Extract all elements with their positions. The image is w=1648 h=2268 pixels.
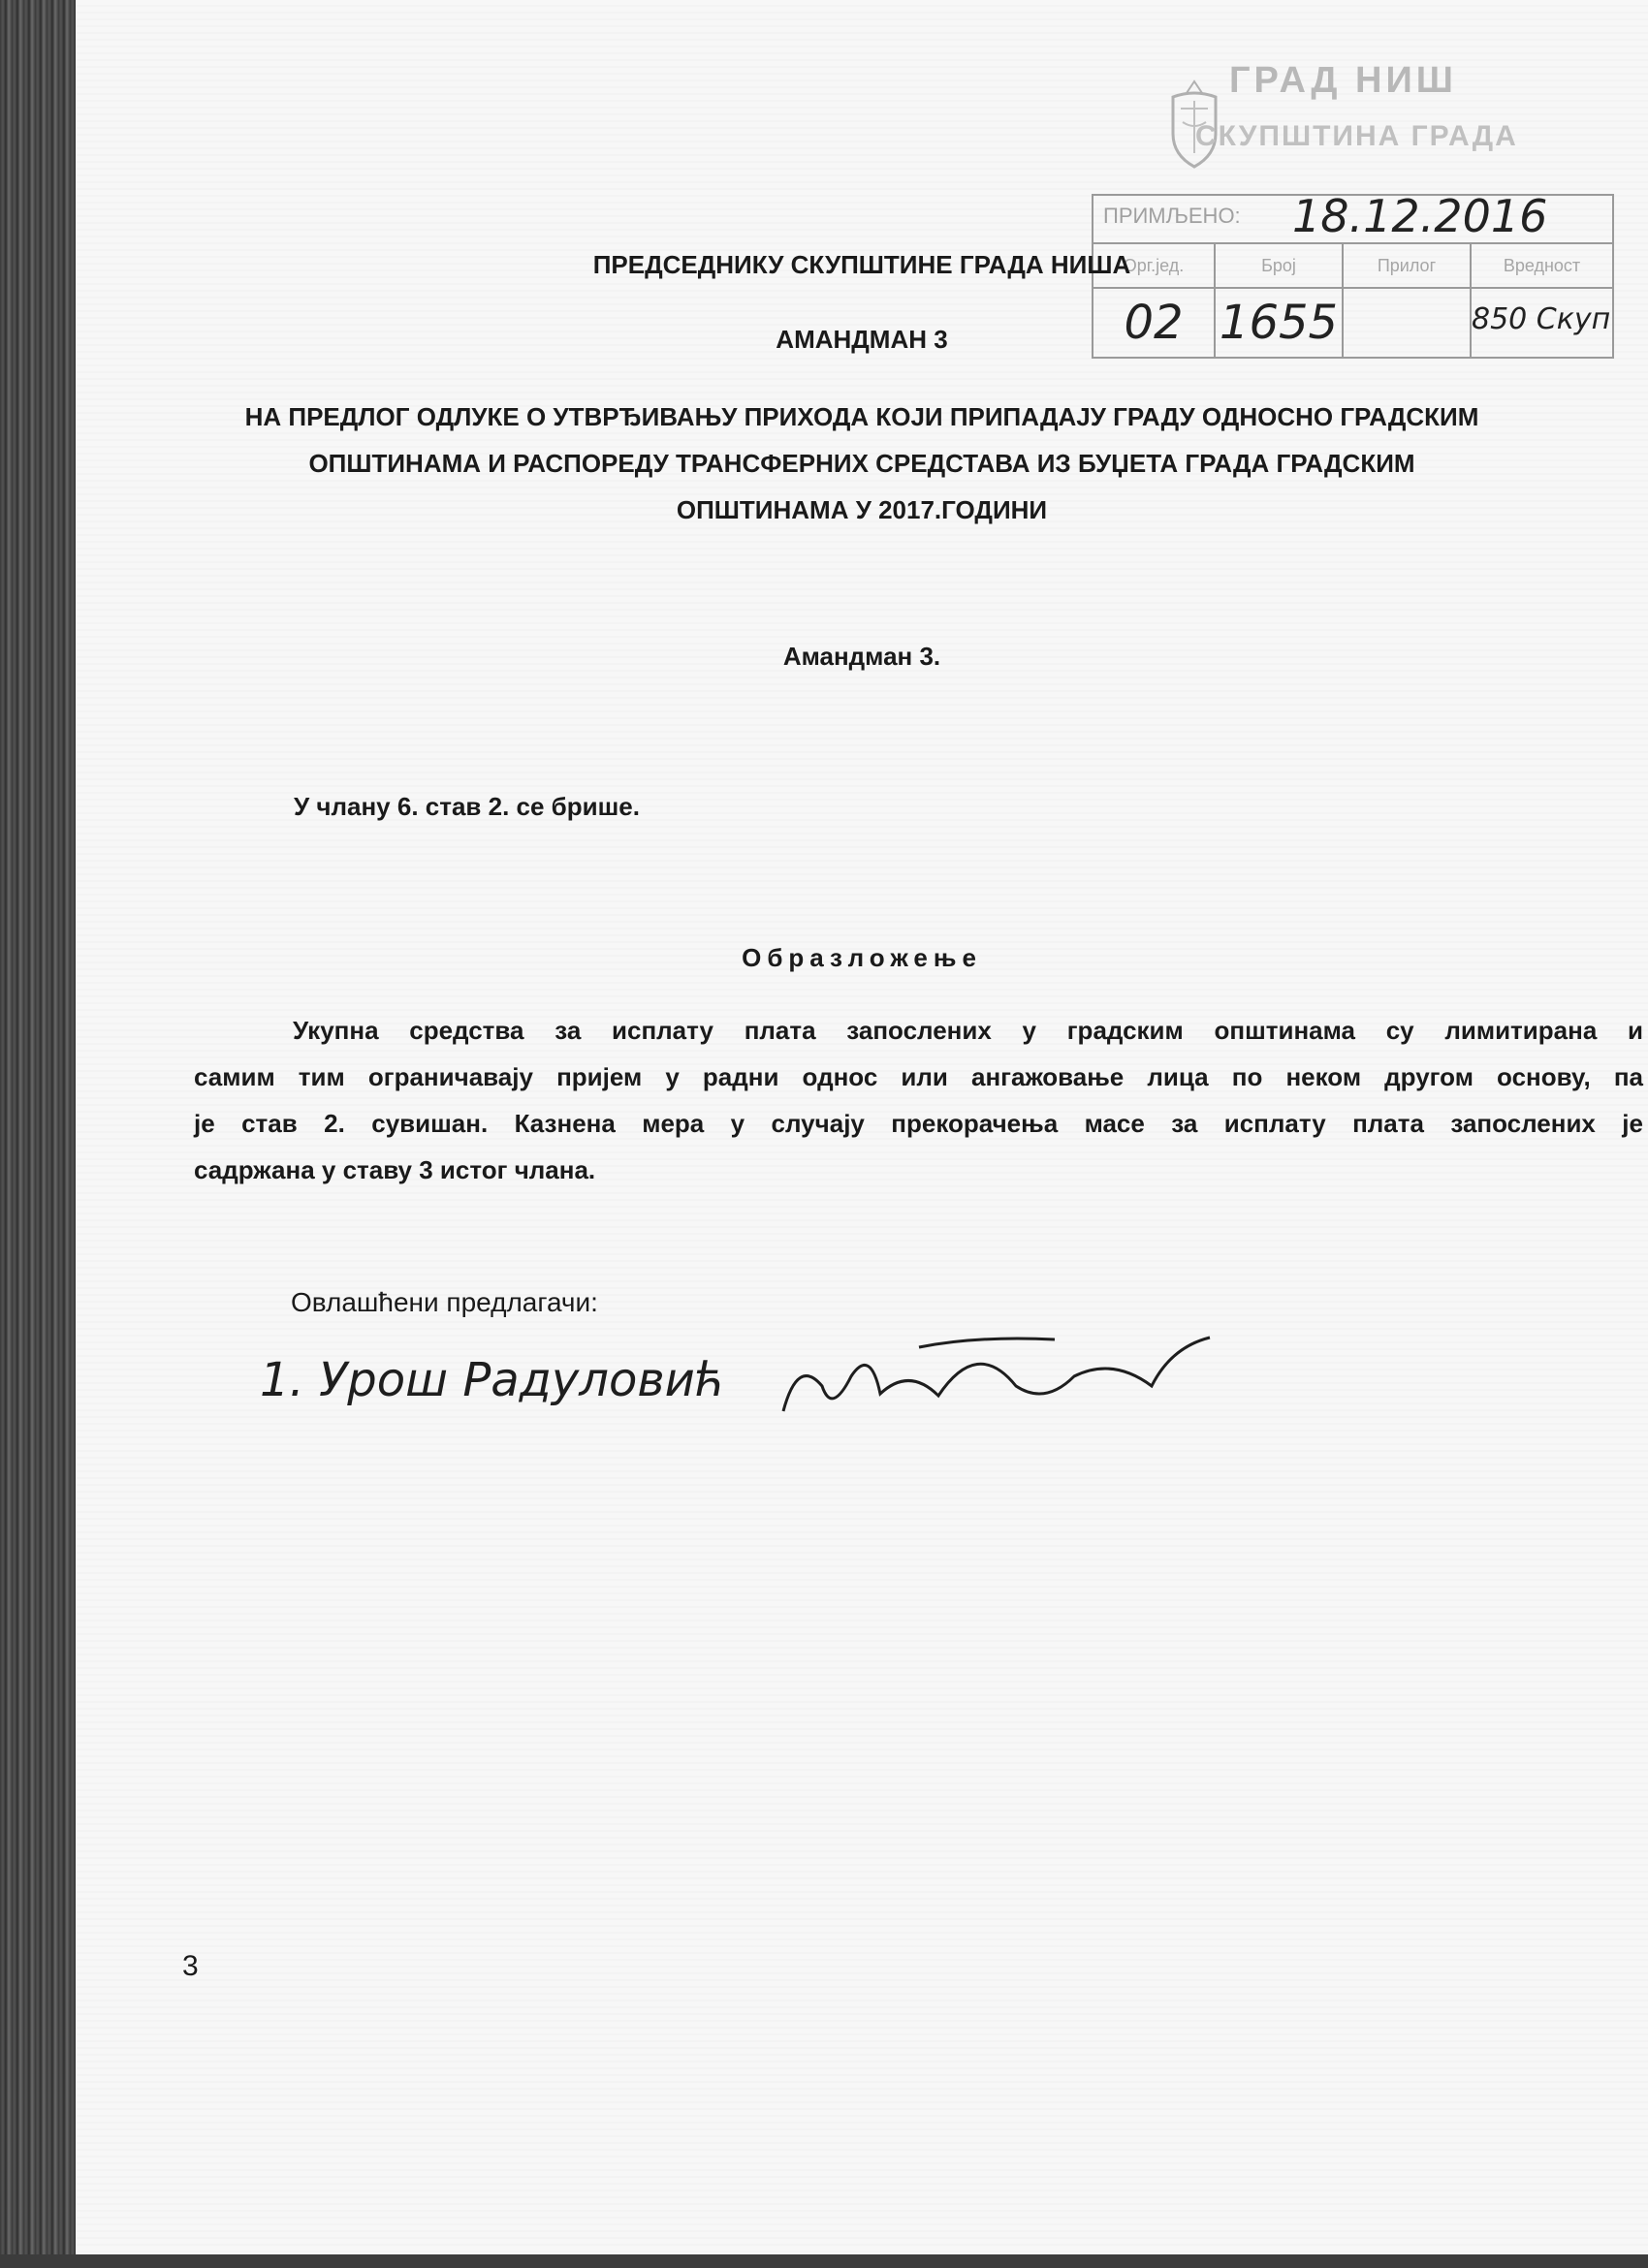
page-number: 3 [182,1950,199,1982]
explanation-line: је став 2. сувишан. Казнена мера у случају прекорачења масе за исплату плата запослених је [194,1109,1643,1138]
scan-border [0,0,76,2268]
addressee: ПРЕДСЕДНИКУ СКУПШТИНЕ ГРАДА НИША [592,250,1131,279]
heading-line-3: ОПШТИНАМА У 2017.ГОДИНИ [676,495,1048,524]
amendment-title: АМАНДМАН 3 [776,325,948,354]
stamp-date: 18.12.2016 [1292,190,1548,242]
explanation-paragraph [194,1013,1643,1187]
scan-bottom-border [0,2254,1648,2268]
stamp-col-value: Вредност [1503,256,1581,275]
heading-line-1: НА ПРЕДЛОГ ОДЛУКЕ О УТВРЂИВАЊУ ПРИХОДА КОЈИ ПРИПАДАЈУ ГРАДУ ОДНОСНО ГРАДСКИМ [244,402,1479,431]
stamp-col-number: Број [1216,244,1344,287]
explanation-title: Образложење [742,943,982,972]
stamp-col-org: Орг.јед. [1093,244,1216,287]
stamp-received-label: ПРИМЉЕНО: [1103,204,1241,228]
explanation-line: садржана у ставу 3 истог члана. [194,1155,596,1184]
stamp-col-attachment: Прилог [1344,244,1472,287]
amendment-subtitle: Амандман 3. [782,642,941,671]
proposers-label: Овлашћени предлагачи: [291,1287,598,1317]
amendment-text: У члану 6. став 2. се брише. [294,792,640,821]
document-page [76,0,1648,2254]
explanation-line: Укупна средства за исплату плата запослених у градским општинама су лимитирана и [293,1016,1643,1045]
stamp-number: 1655 [1216,289,1344,357]
stamp-city: ГРАД НИШ [1229,60,1457,101]
stamp-assembly: СКУПШТИНА ГРАДА [1195,120,1518,152]
heading-line-2: ОПШТИНАМА И РАСПОРЕДУ ТРАНСФЕРНИХ СРЕДСТАВА ИЗ БУЏЕТА ГРАДА ГРАДСКИМ [308,449,1415,478]
explanation-line: самим тим ограничавају пријем у радни однос или ангажовање лица по неком другом основу, па [194,1062,1643,1091]
stamp-value: 850 Скуп [1472,302,1611,336]
signature [240,1318,1229,1434]
stamp-org-unit: 02 [1093,289,1216,357]
signature-text: 1. Урош Радуловић [260,1353,726,1407]
